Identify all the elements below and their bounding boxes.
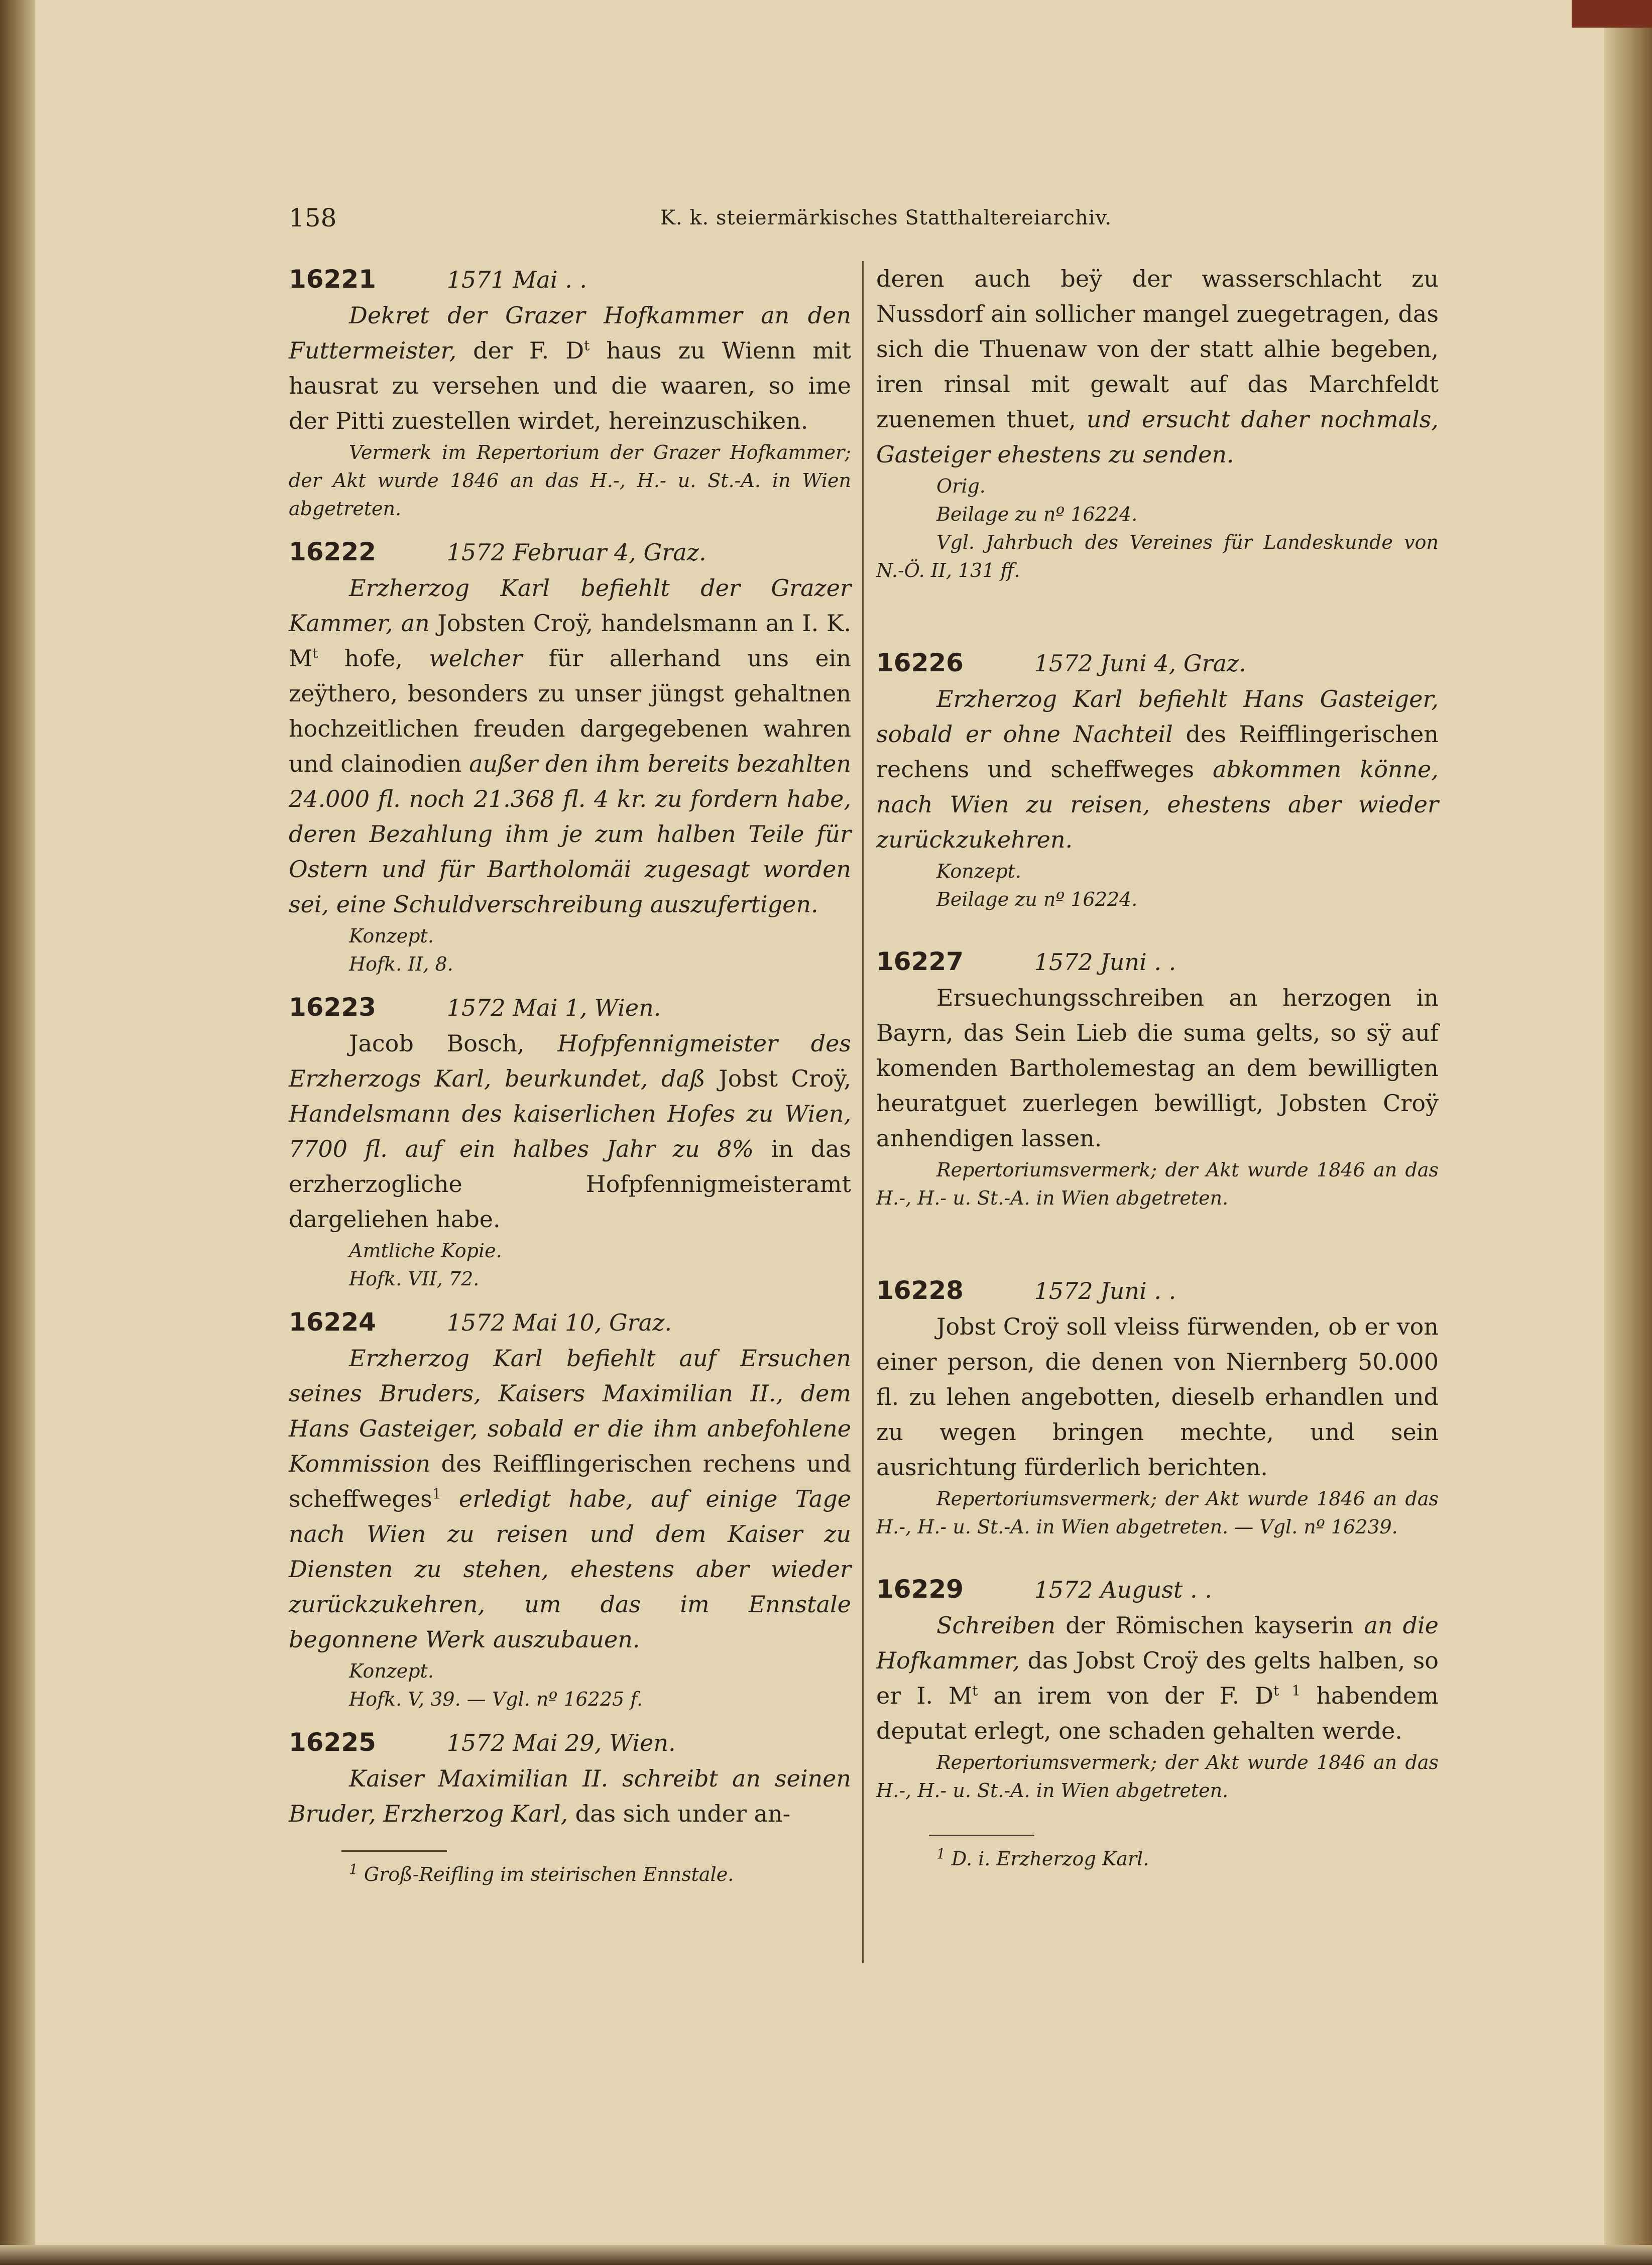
page-edge-right xyxy=(1604,0,1652,2265)
entry-number: 16228 xyxy=(876,1276,964,1305)
entry-text: Ersuechungsschreiben an herzogen in Bayrn, das Sein Lieb die suma gelts, so sÿ auf komenden Bartholemestag an dem bewilligten heuratguet zuerlegen bewilligt, Jobsten Croÿ anhendigen lassen. xyxy=(876,984,1439,1152)
entry-number: 16222 xyxy=(289,537,376,566)
entry-heading xyxy=(289,989,851,1026)
entry-number: 16224 xyxy=(289,1307,376,1337)
entry-note: Konzept. xyxy=(349,1660,434,1682)
entry-date: 1572 Juni 4, Graz. xyxy=(1034,650,1246,677)
entry-text: Jobst Croÿ soll vleiss fürwenden, ob er von einer person, die denen von Niernberg 50.000 fl. zu lehen angebotten, dieselb erhandlen und zu wegen bringen mechte, und sein ausrichtung fürderlich berichten. xyxy=(876,1313,1439,1481)
entry-note: Hofk. VII, 72. xyxy=(349,1268,480,1290)
entry-heading xyxy=(876,1571,1439,1608)
entry-note: Repertoriumsvermerk; der Akt wurde 1846 an das H.-, H.- u. St.-A. in Wien abgetreten. xyxy=(876,1751,1439,1802)
entry-16225-continued xyxy=(876,261,1439,584)
entry-heading xyxy=(876,1272,1439,1309)
entry-note: Orig. xyxy=(936,475,986,497)
column-divider xyxy=(862,261,864,1963)
entry-16227 xyxy=(876,943,1439,1212)
entry-heading xyxy=(876,943,1439,980)
book-spine-shadow xyxy=(0,0,35,2265)
left-column xyxy=(289,261,851,1888)
entry-16228 xyxy=(876,1272,1439,1541)
entry-text: Jacob Bosch, Hofpfennigmeister des Erzherzogs Karl, beurkundet, daß Jobst Croÿ, Handelsmann des kaiserlichen Hofes zu Wien, 7700 fl. auf ein halbes Jahr zu 8% in das erzherzogliche Hofpfennigmeisteramt dargeliehen habe. xyxy=(289,1030,851,1233)
entry-heading xyxy=(289,534,851,570)
entry-date: 1571 Mai . . xyxy=(446,266,587,293)
entry-text: Erzherzog Karl befiehlt der Grazer Kammer, an Jobsten Croÿ, handelsmann an I. K. $M^t$ hofe, welcher für allerhand uns ein zeÿthero, besonders zu unser jüngst gehaltnen hochzeitlichen freuden dargegebenen wahren und clainodien außer den ihm bereits bezahlten 24.000 fl. noch 21.368 fl. 4 kr. zu fordern habe, deren Bezahlung ihm je zum halben Teile für Ostern und für Bartholomäi zugesagt worden sei, eine Schuldverschreibung auszufertigen. xyxy=(289,574,852,918)
entry-16224 xyxy=(289,1304,851,1713)
entry-note: Amtliche Kopie. xyxy=(349,1240,502,1262)
entry-text: Erzherzog Karl befiehlt auf Ersuchen seines Bruders, Kaisers Maximilian II., dem Hans Gasteiger, sobald er die ihm anbefohlene Kommission des Reifflingerischen rechens und scheffweges$^1$ erledigt habe, auf einige Tage nach Wien zu reisen und dem Kaiser zu Diensten zu stehen, ehestens aber wieder zurückzukehren, um das im Ennstale begonnene Werk auszubauen. xyxy=(289,1345,851,1653)
footnote: $^1$ D. i. Erzherzog Karl. xyxy=(936,1845,1149,1870)
entry-note: Repertoriumsvermerk; der Akt wurde 1846 an das H.-, H.- u. St.-A. in Wien abgetreten. — Vgl. nº 16239. xyxy=(876,1488,1439,1538)
entry-number: 16225 xyxy=(289,1728,376,1757)
entry-16229 xyxy=(876,1571,1439,1805)
entry-number: 16229 xyxy=(876,1575,964,1604)
entry-text: deren auch beÿ der wasserschlacht zu Nussdorf ain sollicher mangel zuegetragen, das sich die Thuenaw von der statt alhie begeben, iren rinsal mit gewalt auf das Marchfeldt zuenemen thuet, und ersucht daher nochmals, Gasteiger ehestens zu senden. xyxy=(876,265,1439,468)
entry-number: 16227 xyxy=(876,947,964,976)
entry-heading xyxy=(289,1304,851,1341)
binding-corner xyxy=(1572,0,1652,28)
entry-note: Repertoriumsvermerk; der Akt wurde 1846 an das H.-, H.- u. St.-A. in Wien abgetreten. xyxy=(876,1159,1439,1209)
page-edge-bottom xyxy=(0,2245,1652,2265)
entry-text: Erzherzog Karl befiehlt Hans Gasteiger, sobald er ohne Nachteil des Reifflingerischen rechens und scheffweges abkommen könne, nach Wien zu reisen, ehestens aber wieder zurückzukehren. xyxy=(876,685,1439,853)
running-title: K. k. steiermärkisches Statthaltereiarchiv. xyxy=(660,206,1112,229)
entry-note: Vgl. Jahrbuch des Vereines für Landeskunde von N.-Ö. II, 131 ff. xyxy=(876,531,1439,581)
entry-note: Vermerk im Repertorium der Grazer Hofkammer; der Akt wurde 1846 an das H.-, H.- u. St.-A. in Wien abgetreten. xyxy=(289,441,851,520)
entry-date: 1572 Juni . . xyxy=(1034,1277,1176,1304)
entry-note: Beilage zu nº 16224. xyxy=(936,888,1138,910)
entry-note: Hofk. V, 39. — Vgl. nº 16225 f. xyxy=(349,1688,643,1710)
entry-date: 1572 Februar 4, Graz. xyxy=(446,539,706,566)
entry-16222 xyxy=(289,534,851,978)
footnote-rule xyxy=(929,1835,1034,1836)
page-number: 158 xyxy=(289,203,337,232)
entry-number: 16223 xyxy=(289,993,376,1022)
entry-heading xyxy=(289,1724,851,1761)
entry-date: 1572 Mai 29, Wien. xyxy=(446,1729,676,1756)
page-header xyxy=(289,203,1444,239)
entry-date: 1572 Juni . . xyxy=(1034,948,1176,976)
entry-16223 xyxy=(289,989,851,1293)
entry-text: Dekret der Grazer Hofkammer an den Futtermeister, der F. $D^t$ haus zu Wienn mit hausrat zu versehen und die waaren, so ime der Pitti zuestellen wirdet, hereinzuschiken. xyxy=(289,302,852,434)
entry-16226 xyxy=(876,645,1439,913)
entry-note: Konzept. xyxy=(349,925,434,947)
entry-heading xyxy=(289,261,851,298)
entry-note: Hofk. II, 8. xyxy=(349,953,453,975)
footnote: $^1$ Groß-Reifling im steirischen Ennstale. xyxy=(349,1861,734,1885)
entry-date: 1572 Mai 1, Wien. xyxy=(446,994,661,1021)
entry-number: 16226 xyxy=(876,648,964,677)
entry-16221 xyxy=(289,261,851,523)
entry-note: Konzept. xyxy=(936,860,1021,882)
entry-heading xyxy=(876,645,1439,681)
entry-16225 xyxy=(289,1724,851,1831)
entry-date: 1572 August . . xyxy=(1034,1576,1212,1603)
entry-note: Beilage zu nº 16224. xyxy=(936,503,1138,525)
entry-date: 1572 Mai 10, Graz. xyxy=(446,1309,672,1336)
entry-text: Kaiser Maximilian II. schreibt an seinen Bruder, Erzherzog Karl, das sich under an- xyxy=(289,1765,851,1827)
right-column xyxy=(876,261,1439,1872)
entry-number: 16221 xyxy=(289,265,376,294)
entry-text: Schreiben der Römischen kayserin an die Hofkammer, das Jobst Croÿ des gelts halben, so er I. $M^t$ an irem von der F. $D^{t 1}$ habendem deputat erlegt, one schaden gehalten werde. xyxy=(876,1612,1439,1744)
footnote-rule xyxy=(341,1850,447,1852)
